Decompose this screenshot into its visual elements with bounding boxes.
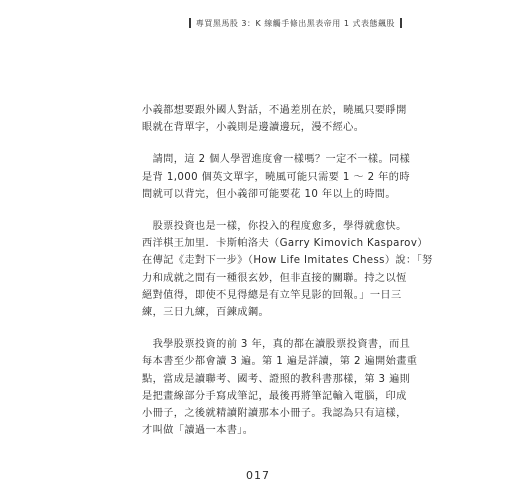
text-line: 小義都想要跟外國人對話，不過差別在於，曉風只要睜開 bbox=[142, 105, 407, 116]
header-right-bar bbox=[400, 18, 402, 28]
text-line: 間就可以背完，但小義卻可能要花 10 年以上的時間。 bbox=[142, 188, 396, 200]
paragraph-2 bbox=[142, 151, 412, 203]
text-line: 小冊子，之後就精讀附讀那本小冊子。我認為只有這樣， bbox=[142, 408, 407, 420]
header-left-bar bbox=[189, 18, 191, 28]
paragraph-1 bbox=[142, 102, 412, 136]
text-line: 每本書至少都會讀 3 遍。第 1 遍是詳讀，第 2 遍開始畫重 bbox=[142, 356, 418, 368]
paragraph-3 bbox=[142, 218, 433, 321]
body-text bbox=[142, 102, 433, 454]
text-line: 眼就在背單字，小義則是邊讀邊玩，漫不經心。 bbox=[142, 122, 365, 134]
text-line: 在傳記《走對下一步》（How Life Imitates Chess）說：「努 bbox=[142, 255, 433, 267]
text-line: 請問，這 2 個人學習進度會一樣嗎？一定不一樣。同樣 bbox=[142, 154, 411, 166]
text-line: 西洋棋王加里．卡斯帕洛夫（Garry Kimovich Kasparov） bbox=[142, 238, 428, 250]
text-line: 力和成就之間有一種很玄妙，但非直接的關聯。持之以恆 bbox=[142, 272, 407, 284]
running-header bbox=[189, 17, 402, 29]
text-line: 股票投資也是一樣，你投入的程度愈多，學得就愈快。 bbox=[142, 221, 407, 233]
running-title: 專買黑馬股 3：K 線觸手條出黑表帝用 1 式表態飆股 bbox=[195, 18, 395, 28]
text-line: 是背 1,000 個英文單字，曉風可能只需要 1 ～ 2 年的時 bbox=[142, 171, 410, 183]
text-line: 是把畫線部分手寫成筆記，最後再將筆記輸入電腦，印成 bbox=[142, 390, 407, 402]
page-number: 017 bbox=[246, 469, 270, 482]
text-line: 練，三日九練，百鍊成鋼。 bbox=[142, 307, 270, 319]
paragraph-4 bbox=[142, 336, 418, 439]
text-line: 我學股票投資的前 3 年，真的都在讀股票投資書，而且 bbox=[142, 339, 411, 351]
text-line: 點，當成是讀聯考、國考、證照的教科書那樣，第 3 遍則 bbox=[142, 373, 411, 385]
text-line: 才叫做「讀過一本書」。 bbox=[142, 425, 254, 437]
text-line: 絕對值得，即使不見得總是有立竿見影的回報。」一日三 bbox=[142, 289, 402, 301]
